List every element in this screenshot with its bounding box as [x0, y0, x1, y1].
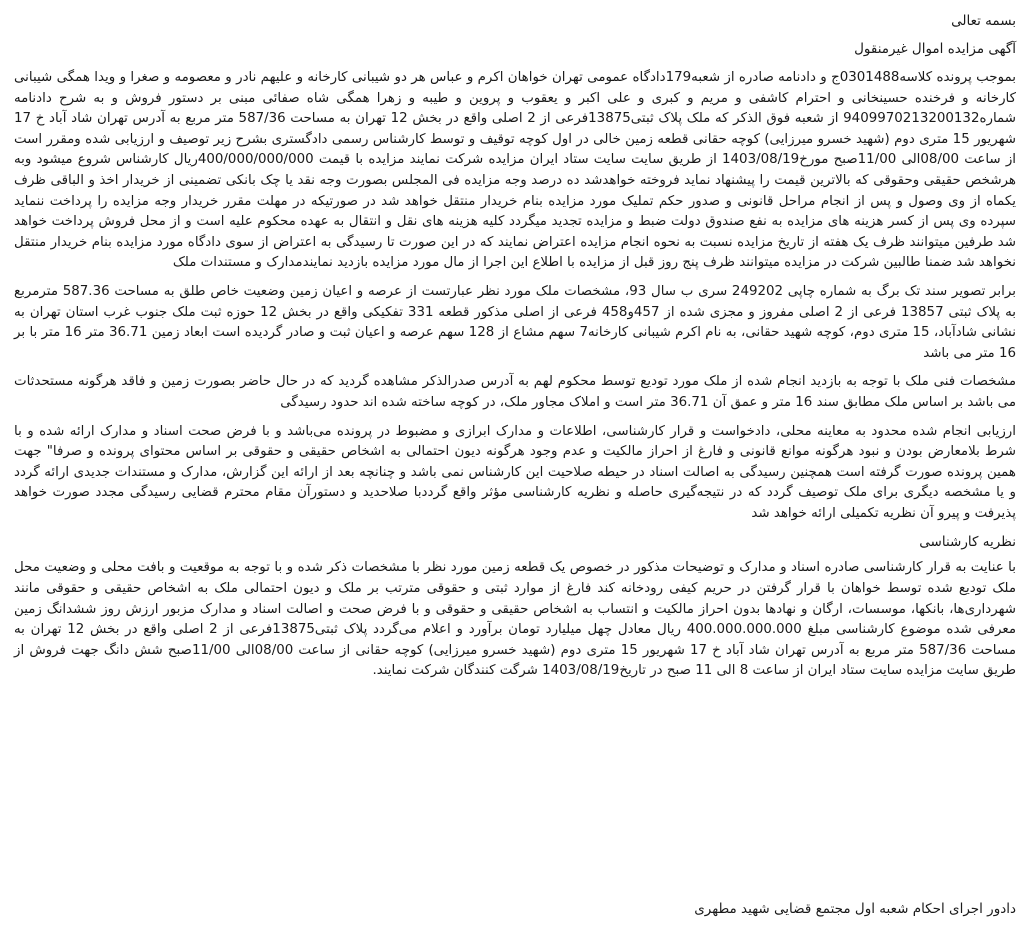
signature-line: دادور اجرای احکام شعبه اول مجتمع قضایی شهید مطهری	[694, 901, 1016, 917]
paragraph-expert-opinion: با عنایت به قرار کارشناسی صادره اسناد و مدارک و توضیحات مذکور در خصوص یک قطعه زمین مورد نظر با مشخصات ذکر شده و با توجه به موقعیت و بافت محلی و وضعیت محل ملک تودیع شده توسط خواهان با قرار گرفتن در حریم کیفی رودخانه کند فارغ از موارد ثبتی و حقوقی مترتب بر ملک و دیون احتمالی ملک به اشخاص حقیقی و حقوقی مانند شهرداری‌ها، بانکها، موسسات، ارگان و نهادها بدون احراز مالکیت و انتساب به اشخاص حقیقی و حقوقی و با فرض صحت و اصالت اسناد و مدارک مزبور ارزش روز ششدانگ زمین معرفی شده موضوع کارشناسی مبلغ 400.000.000.000 ریال معادل چهل میلیارد تومان برآورد و اعلام می‌گردد پلاک ثبتی13875فرعی از 2 اصلی واقع در بخش 12 تهران به مساحت 587/36 متر مربع به آدرس تهران شاد آباد خ 17 شهریور 15 متری دوم (شهید خسرو میرزایی) کوچه حقانی از ساعت 08/00الی 11/00صبح شش دانگ جهت فروش از طریق سایت مزایده سایت ستاد ایران از ساعت 8 الی 11 صبح در تاریخ1403/08/19 شرگت کنندگان شرکت نمایند.	[14, 560, 1017, 679]
header-greeting: بسمه تعالی	[951, 13, 1016, 29]
paragraph-deed-details: برابر تصویر سند تک برگ به شماره چاپی 249202 سری ب سال 93، مشخصات ملک مورد نظر عبارتست از عرصه و اعیان زمین وضعیت خاص طلق به مساحت 587.36 مترمربع به پلاک ثبتی 13857 فرعی از 2 اصلی مفروز و مجزی شده از 457و458 فرعی از اصلی مذکور قطعه 331 تفکیکی واقع در بخش 12 حوزه ثبت ملک جنوب غرب استان تهران به نشانی شادآباد، 15 متری دوم، کوچه شهید حقانی، به نام اکرم شیبانی کارخانه7 سهم مشاع از 128 سهم عرصه و اعیان ثبت و صادر گردیده است ابعاد زمین 36.71 متر 16 متر با بر 16 متر می باشد	[14, 283, 1016, 361]
expert-opinion-title: نظریه کارشناسی	[919, 534, 1016, 551]
paragraph-assessment-scope: ارزیابی انجام شده محدود به معاینه محلی، دادخواست و قرار کارشناسی، اطلاعات و مدارک ابرازی و مضبوط در پرونده می‌باشد و با فرض صحت اسناد و مدارک ارائه شده و با شرط بلامعارض بودن و نبود هرگونه موانع قانونی و فارغ از احراز مالکیت و عدم وجود هرگونه دیون احتمالی به اشخاص حقیقی و حقوقی بر اساس محتوای پرونده و صرفا" جهت همین پرونده صورت گرفته است همچنین رسیدگی به اصالت اسناد در حیطه صلاحیت این کارشناس نمی باشد و چنانچه بعد از ارائه این گزارش، مدارک و مستندات جدیدی ارائه گردد و یا مشخصه دیگری برای ملک توصیف گردد که در نتیجه‌گیری حاصله و نظریه کارشناسی مؤثر واقع گرددبا صلاحدید و دستورآن مقام محترم قضایی رسیدگی مجدد صورت خواهد پذیرفت و پیرو آن نظریه تکمیلی ارائه خواهد شد	[14, 423, 1016, 521]
auction-notice-page	[8, 6, 1018, 922]
notice-title: آگهی مزایده اموال غیرمنقول	[854, 41, 1016, 57]
paragraph-auction-terms: بموجب پرونده کلاسه0301488ج و دادنامه صادره از شعبه179دادگاه عمومی تهران خواهان اکرم و عباس هر دو شیبانی کارخانه و علیهم نادر و معصومه و صغرا و ویدا همگی شیبانی کارخانه و فرخنده حسینخانی و احترام کاشفی و مریم و کبری و علی اکبر و یعقوب و پروین و طیبه و زهرا همگی شاه صفائی مبنی بر دستور فروش و به شرح دادنامه شماره9409970213200132 از شعبه فوق الذکر که ملک پلاک ثبتی13875فرعی از 2 اصلی واقع در بخش 12 تهران به مساحت 587/36 متر مربع به آدرس تهران شاد آباد خ 17 شهریور 15 متری دوم (شهید خسرو میرزایی) کوچه حقانی قطعه زمین خالی در اول کوچه توقیف و توسط کارشناس رسمی دادگستری بشرح زیر توصیف و ارزیابی شده ومقرر است از ساعت 08/00الی 11/00صبح مورخ1403/08/19 از طریق سایت سایت ستاد ایران مزایده شرکت نمایند مزایده با قیمت 400/000/000/000ریال کارشناس شروع میشود وبه هرشخص حقیقی وحقوقی که بالاترین قیمت را پیشنهاد نماید فروخته خواهدشد ده درصد وجه مزایده فی المجلس بصورت وجه نقد یا چک بانکی تضمینی از خریدار اخذ و الباقی ظرف یکماه از وی وصول و پس از انجام مراحل قانونی و صدور حکم تملیک مورد مزایده بنام خریدار منتقل خواهد شد در صورتیکه در مهلت مقرر خریدار وجه مزایده را پرداخت ننماید سپرده وی پس از کسر هزینه های مزایده به نفع صندوق دولت ضبط و مزایده تجدید میگردد کلیه هزینه های نقل و انتقال به عهده محکوم علیه است و از محل فروش پرداخت خواهد شد طرفین میتوانند ظرف یک هفته از تاریخ مزایده نسبت به نحوه انجام مزایده اعتراض نمایند که در این صورت تا رسیدگی به اعتراض از سوی دادگاه مورد مزایده بنام خریدار منتقل نخواهد شد ضمنا طالبین شرکت در مزایده میتوانند ظرف پنج روز قبل از مزایده با اطلاع این اجرا از مال مورد مزایده بازدید نمایندمدارک و مستندات ملک	[14, 70, 1017, 271]
paragraph-technical-specs: مشخصات فنی ملک با توجه به بازدید انجام شده از ملک مورد تودیع توسط محکوم لهم به آدرس صدرالذکر مشاهده گردید که در حال حاضر بصورت زمین و فاقد هرگونه مستحدثات می باشد بر اساس ملک مطابق سند 16 متر و عمق آن 36.71 متر است و املاک مجاور ملک، در کوچه ساخته شده اند حدود رسیدگی	[14, 374, 1016, 410]
